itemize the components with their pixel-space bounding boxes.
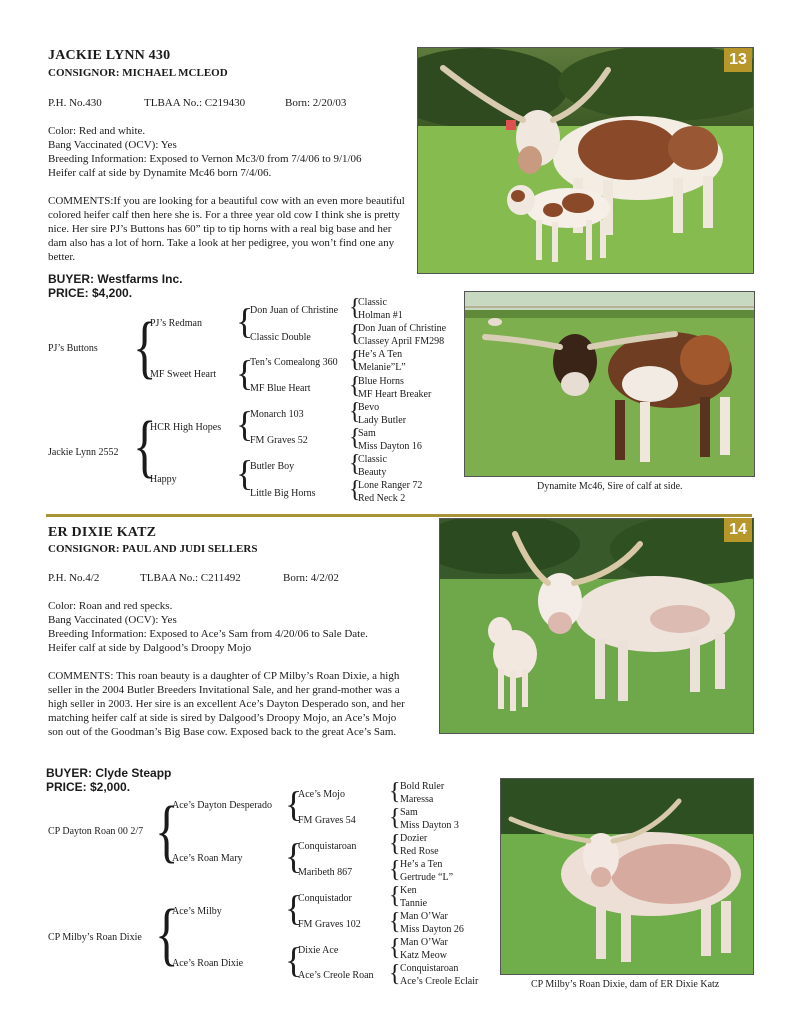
lot13-buyer-name: BUYER: Westfarms Inc. <box>48 272 183 286</box>
lot14-calf: Heifer calf at side by Dalgood’s Droopy Mojo <box>48 642 252 654</box>
brace: { <box>285 940 303 980</box>
pedigree-g2: HCR High Hopes <box>150 422 222 433</box>
brace: { <box>349 295 361 321</box>
lot14-dam-photo <box>500 778 754 975</box>
brace: { <box>389 857 401 883</box>
pedigree-g2: Ace’s Dayton Desperado <box>172 800 272 811</box>
pedigree-g4: Miss Dayton 3 <box>400 820 459 831</box>
lot14-comments: COMMENTS: This roan beauty is a daughter of CP Milby’s Roan Dixie, a high seller in the 2004 Butler Breeders Invitational Sale, and her grand-mother was a high seller in 2003. Her sire is an excellent Ace’s Dayton Desperado son, and her matching heifer calf at side is sired by Dalgood’s Droopy Mojo, an Ace’s Mojo son out of the Goodman’s Big Base cow. Exposed back to the great Ace’s Sam. <box>48 670 405 738</box>
pedigree-g2: Ace’s Roan Mary <box>172 853 243 864</box>
lot14-cow-photo <box>439 518 754 734</box>
lot14-buyer <box>46 766 171 794</box>
brace: { <box>236 301 254 341</box>
lot14-number-badge: 14 <box>724 518 752 542</box>
lot13-pedigree-dam: Jackie Lynn 2552 <box>48 447 119 458</box>
pedigree-g2: Ace’s Roan Dixie <box>172 958 244 969</box>
brace: { <box>389 805 401 831</box>
pedigree-g4: Classey April FM298 <box>358 336 445 347</box>
pedigree-g4: Miss Dayton 16 <box>358 441 422 452</box>
pedigree-g3: FM Graves 54 <box>298 815 356 826</box>
pedigree-g4: Red Neck 2 <box>358 493 406 504</box>
cow-and-calf-image <box>418 48 753 273</box>
brace: { <box>389 961 401 987</box>
pedigree-g2: Happy <box>150 474 177 485</box>
lot14-pedigree-sire: CP Dayton Roan 00 2/7 <box>48 826 144 837</box>
lot14-buyer-name: BUYER: Clyde Steapp <box>46 766 172 780</box>
pedigree-g4: Gertrude “L” <box>400 872 454 883</box>
pedigree-g4: Sam <box>400 807 418 818</box>
roan-cow-and-calf-image <box>440 519 753 733</box>
lot13-breeding: Breeding Information: Exposed to Vernon Mc3/0 from 7/4/06 to 9/1/06 <box>48 153 362 165</box>
lot13-born: Born: 2/20/03 <box>285 97 347 109</box>
pedigree-g4: Sam <box>358 428 376 439</box>
brace: { <box>349 425 361 451</box>
pedigree-g3: Conquistador <box>298 893 352 904</box>
brace: { <box>349 399 361 425</box>
pedigree-g4: Melanie”L” <box>358 362 406 373</box>
lot14-details <box>48 599 433 655</box>
pedigree-g4: MF Heart Breaker <box>358 389 432 400</box>
pedigree-g4: Man O’War <box>400 911 448 922</box>
pedigree-g3: MF Blue Heart <box>250 383 311 394</box>
lot13-title: JACKIE LYNN 430 <box>48 48 171 63</box>
brace: { <box>236 453 254 493</box>
lot13-consignor: CONSIGNOR: MICHAEL MCLEOD <box>48 67 228 79</box>
lot13-number-badge: 13 <box>724 48 752 72</box>
section-divider <box>46 514 752 517</box>
brace: { <box>389 909 401 935</box>
pedigree-g4: Lady Butler <box>358 415 407 426</box>
pedigree-g2: MF Sweet Heart <box>150 369 217 380</box>
lot14-pedigree-dam: CP Milby’s Roan Dixie <box>48 932 142 943</box>
brace: { <box>133 408 157 485</box>
lot13-bang: Bang Vaccinated (OCV): Yes <box>48 139 177 151</box>
brace: { <box>389 831 401 857</box>
lot13-photo-caption: Dynamite Mc46, Sire of calf at side. <box>537 481 683 492</box>
lot13-buyer <box>48 272 182 300</box>
pedigree-g4: Bevo <box>358 402 380 413</box>
pedigree-g3: Ace’s Creole Roan <box>298 970 374 981</box>
pedigree-g4: Bold Ruler <box>400 781 445 792</box>
pedigree-g4: Lone Ranger 72 <box>358 480 423 491</box>
lot13-color: Color: Red and white. <box>48 125 146 137</box>
lot14-photo-caption: CP Milby’s Roan Dixie, dam of ER Dixie Katz <box>531 979 720 990</box>
pedigree-g2: Ace’s Milby <box>172 906 222 917</box>
brace: { <box>389 779 401 805</box>
lot13-comments: COMMENTS:If you are looking for a beautiful cow with an even more beautiful colored heifer calf then here she is. For a three year old cow I think she is pretty nice. Her sire PJ’s Buttons has 60” tip to tip horns with a real big base and her dam also has a lot of horn. Take a look at her pedigree, you won’t find one any better. <box>48 195 405 263</box>
pedigree-g4: Miss Dayton 26 <box>400 924 464 935</box>
pedigree-g4: Holman #1 <box>358 310 403 321</box>
pedigree-g2: PJ’s Redman <box>150 318 202 329</box>
brace: { <box>236 404 254 444</box>
lot14-price: PRICE: $2,000. <box>46 780 131 794</box>
pedigree-g3: FM Graves 52 <box>250 435 308 446</box>
brace: { <box>389 883 401 909</box>
pedigree-g3: Monarch 103 <box>250 409 304 420</box>
pedigree-g4: Classic <box>358 297 387 308</box>
brace: { <box>349 373 361 399</box>
brace: { <box>349 477 361 503</box>
pedigree-g4: Dozier <box>400 833 428 844</box>
lot13-price: PRICE: $4,200. <box>48 286 133 300</box>
brace: { <box>349 321 361 347</box>
lot14-title: ER DIXIE KATZ <box>48 525 157 540</box>
pedigree-g3: Classic Double <box>250 332 311 343</box>
pedigree-g4: Maressa <box>400 794 434 805</box>
pedigree-g4: Beauty <box>358 467 387 478</box>
pedigree-g4: Katz Meow <box>400 950 447 961</box>
lot13-ph-number: P.H. No.430 <box>48 97 102 109</box>
lot13-tlbaa-number: TLBAA No.: C219430 <box>144 97 246 109</box>
lot14-bang: Bang Vaccinated (OCV): Yes <box>48 614 177 626</box>
brace: { <box>133 309 157 386</box>
pedigree-g3: Ten’s Comealong 360 <box>250 357 338 368</box>
pedigree-g4: Conquistaroan <box>400 963 459 974</box>
brace: { <box>236 353 254 393</box>
pedigree-g3: Butler Boy <box>250 461 295 472</box>
lot14-color: Color: Roan and red specks. <box>48 600 173 612</box>
pedigree-g4: Red Rose <box>400 846 439 857</box>
lot14-ph-number: P.H. No.4/2 <box>48 572 100 584</box>
pedigree-g3: FM Graves 102 <box>298 919 361 930</box>
roan-cow-image <box>501 779 753 974</box>
brace: { <box>389 935 401 961</box>
lot13-calf: Heifer calf at side by Dynamite Mc46 born 7/4/06. <box>48 167 272 179</box>
pedigree-g4: Classic <box>358 454 387 465</box>
lot14-born: Born: 4/2/02 <box>283 572 339 584</box>
brace: { <box>349 347 361 373</box>
lot14-tlbaa-number: TLBAA No.: C211492 <box>140 572 241 584</box>
pedigree-g4: He’s A Ten <box>358 349 403 360</box>
pedigree-g4: Tannie <box>400 898 428 909</box>
brace: { <box>155 896 179 973</box>
pedigree-g3: Dixie Ace <box>298 945 339 956</box>
lot13-cow-photo <box>417 47 754 274</box>
pedigree-g4: Man O’War <box>400 937 448 948</box>
pedigree-g3: Little Big Horns <box>250 488 316 499</box>
brace: { <box>155 793 179 870</box>
brace: { <box>285 784 303 824</box>
lot13-pedigree-sire: PJ’s Buttons <box>48 343 98 354</box>
pedigree-g3: Don Juan of Christine <box>250 305 339 316</box>
pedigree-g3: Conquistaroan <box>298 841 357 852</box>
lot14-breeding: Breeding Information: Exposed to Ace’s Sam from 4/20/06 to Sale Date. <box>48 628 368 640</box>
lot13-sire-photo <box>464 291 755 477</box>
pedigree-g3: Ace’s Mojo <box>298 789 345 800</box>
pedigree-g3: Maribeth 867 <box>298 867 353 878</box>
lot13-details <box>48 124 418 180</box>
pedigree-g4: Ken <box>400 885 417 896</box>
lot14-consignor: CONSIGNOR: PAUL AND JUDI SELLERS <box>48 543 258 555</box>
pedigree-g4: Blue Horns <box>358 376 404 387</box>
brace: { <box>285 888 303 928</box>
bull-image <box>465 292 754 476</box>
brace: { <box>349 451 361 477</box>
brace: { <box>285 836 303 876</box>
pedigree-g4: Ace’s Creole Eclair <box>400 976 479 987</box>
pedigree-g4: Don Juan of Christine <box>358 323 447 334</box>
pedigree-g4: He’s a Ten <box>400 859 443 870</box>
